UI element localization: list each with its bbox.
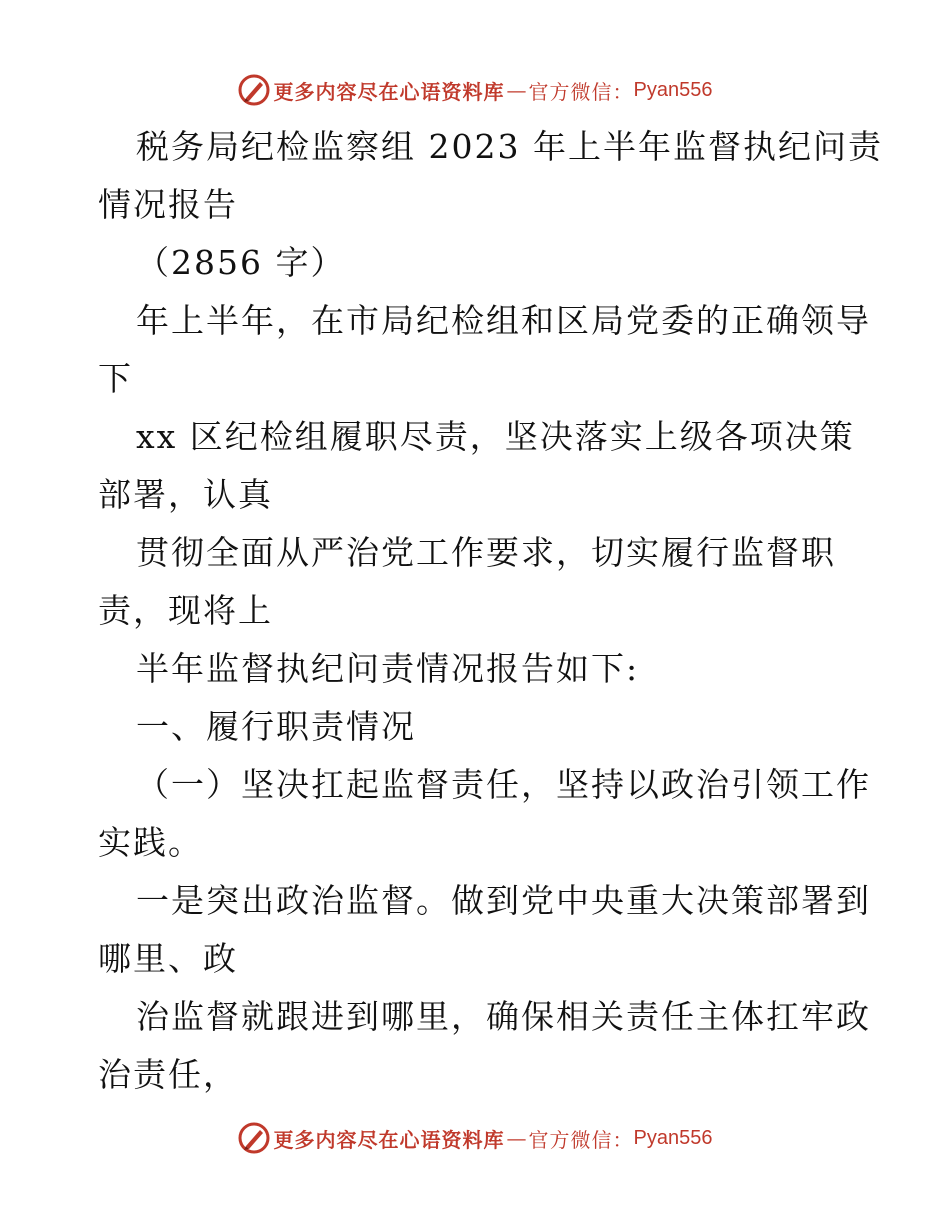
banner-wechat-id: Pyan556 — [633, 78, 713, 101]
text-line: 税务局纪检监察组 2023 年上半年监督执纪问责 — [136, 127, 883, 166]
text-line: 半年监督执纪问责情况报告如下: — [136, 649, 640, 688]
text-line: 一是突出政治监督。做到党中央重大决策部署到 — [136, 881, 871, 920]
text-line: 哪里、政 — [98, 939, 238, 978]
text-line: 部署，认真 — [98, 475, 273, 514]
document-body — [98, 118, 883, 1104]
banner-dash: — — [506, 1126, 527, 1150]
text-line: 情况报告 — [98, 185, 238, 224]
text-line: 贯彻全面从严治党工作要求，切实履行监督职 — [136, 533, 836, 572]
text-line: 年上半年，在市局纪检组和区局党委的正确领导 — [136, 301, 871, 340]
text-line: 责，现将上 — [98, 591, 273, 630]
text-line: xx 区纪检组履职尽责，坚决落实上级各项决策 — [136, 417, 855, 456]
banner-brand-text: 更多内容尽在心语资料库 — [273, 1127, 505, 1152]
banner-brand-text: 更多内容尽在心语资料库 — [273, 79, 505, 104]
banner-wechat-id: Pyan556 — [633, 1126, 713, 1149]
banner-wechat-label: 官方微信： — [528, 1127, 634, 1152]
text-line: 下 — [98, 359, 133, 398]
text-line: 实践。 — [98, 823, 203, 862]
section-heading: 一、履行职责情况 — [136, 707, 416, 746]
banner-wechat-label: 官方微信： — [528, 79, 634, 104]
pen-logo-icon — [238, 74, 270, 106]
footer-watermark-banner — [0, 1118, 950, 1158]
text-line: 治监督就跟进到哪里，确保相关责任主体扛牢政 — [136, 997, 871, 1036]
header-watermark-banner — [0, 70, 950, 110]
pen-logo-icon — [238, 1122, 270, 1154]
text-line: （一）坚决扛起监督责任，坚持以政治引领工作 — [136, 765, 871, 804]
text-line: 治责任， — [98, 1055, 238, 1094]
banner-dash: — — [506, 78, 527, 102]
text-line: （2856 字） — [136, 243, 346, 282]
